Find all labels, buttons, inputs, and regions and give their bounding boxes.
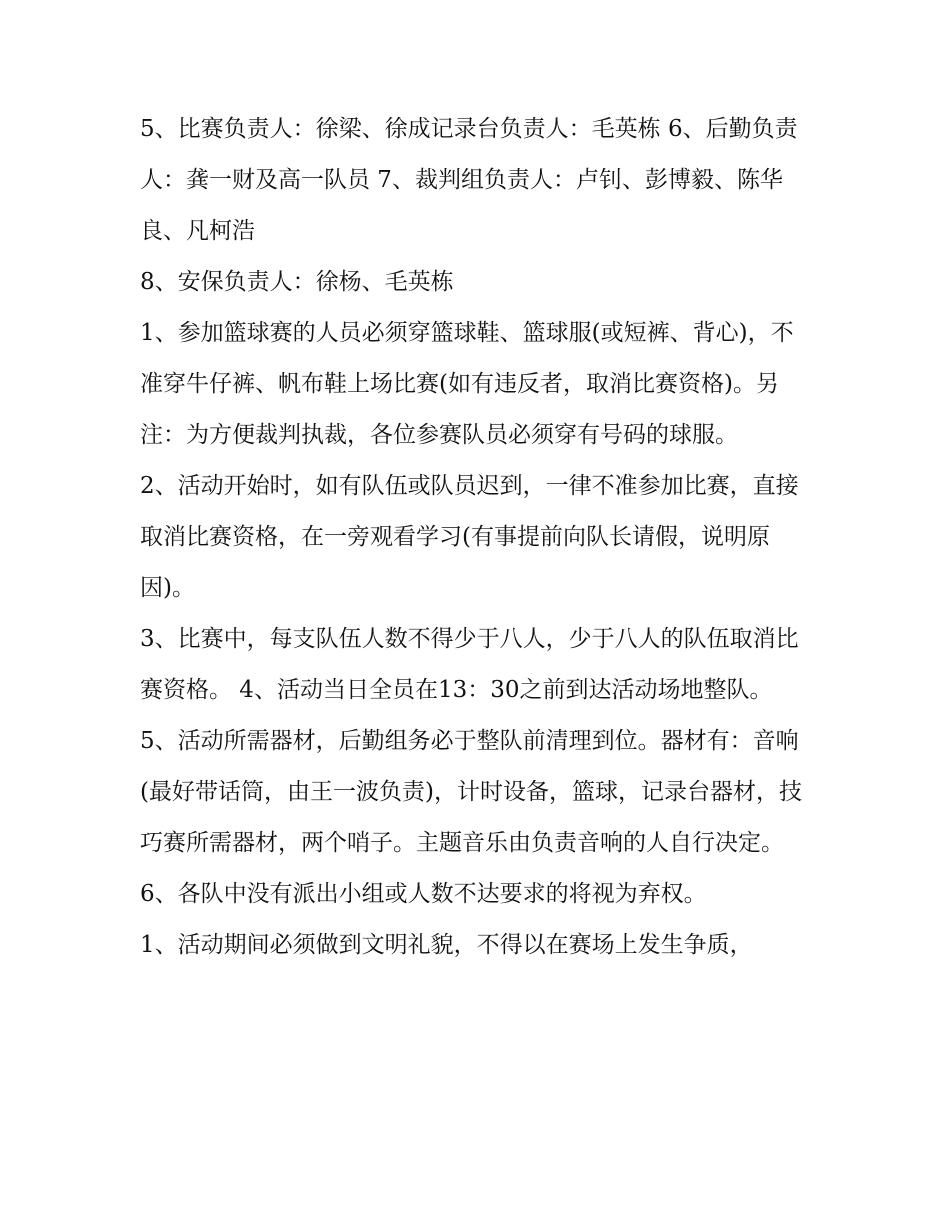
paragraph-rule-attire: 1、参加篮球赛的人员必须穿篮球鞋、篮球服(或短裤、背心)，不准穿牛仔裤、帆布鞋上场比赛(如有违反者，取消比赛资格)。另注：为方便裁判执裁，各位参赛队员必须穿有号码的球服。	[140, 320, 794, 448]
document-body	[140, 104, 812, 971]
paragraph-rule-forfeit: 6、各队中没有派出小组或人数不达要求的将视为弃权。	[140, 881, 707, 907]
paragraph-security-lead: 8、安保负责人：徐杨、毛英栋	[140, 269, 454, 295]
paragraph-rule-team-size: 3、比赛中，每支队伍人数不得少于八人，少于八人的队伍取消比赛资格。 4、活动当日全员在13：30之前到达活动场地整队。	[140, 626, 799, 703]
paragraph-staff-assignments: 5、比赛负责人：徐梁、徐成记录台负责人：毛英栋 6、后勤负责人：龚一财及高一队员 7、裁判组负责人：卢钊、彭博毅、陈华良、凡柯浩	[140, 116, 798, 244]
paragraph-rule-equipment: 5、活动所需器材，后勤组务必于整队前清理到位。器材有：音响(最好带话筒，由王一波负责)，计时设备，篮球，记录台器材，技巧赛所需器材，两个哨子。主题音乐由负责音响的人自行决定。	[140, 728, 802, 856]
paragraph-rule-lateness: 2、活动开始时，如有队伍或队员迟到，一律不准参加比赛，直接取消比赛资格，在一旁观看学习(有事提前向队长请假，说明原因)。	[140, 473, 799, 601]
paragraph-rule-conduct: 1、活动期间必须做到文明礼貌，不得以在赛场上发生争质，	[140, 932, 753, 958]
